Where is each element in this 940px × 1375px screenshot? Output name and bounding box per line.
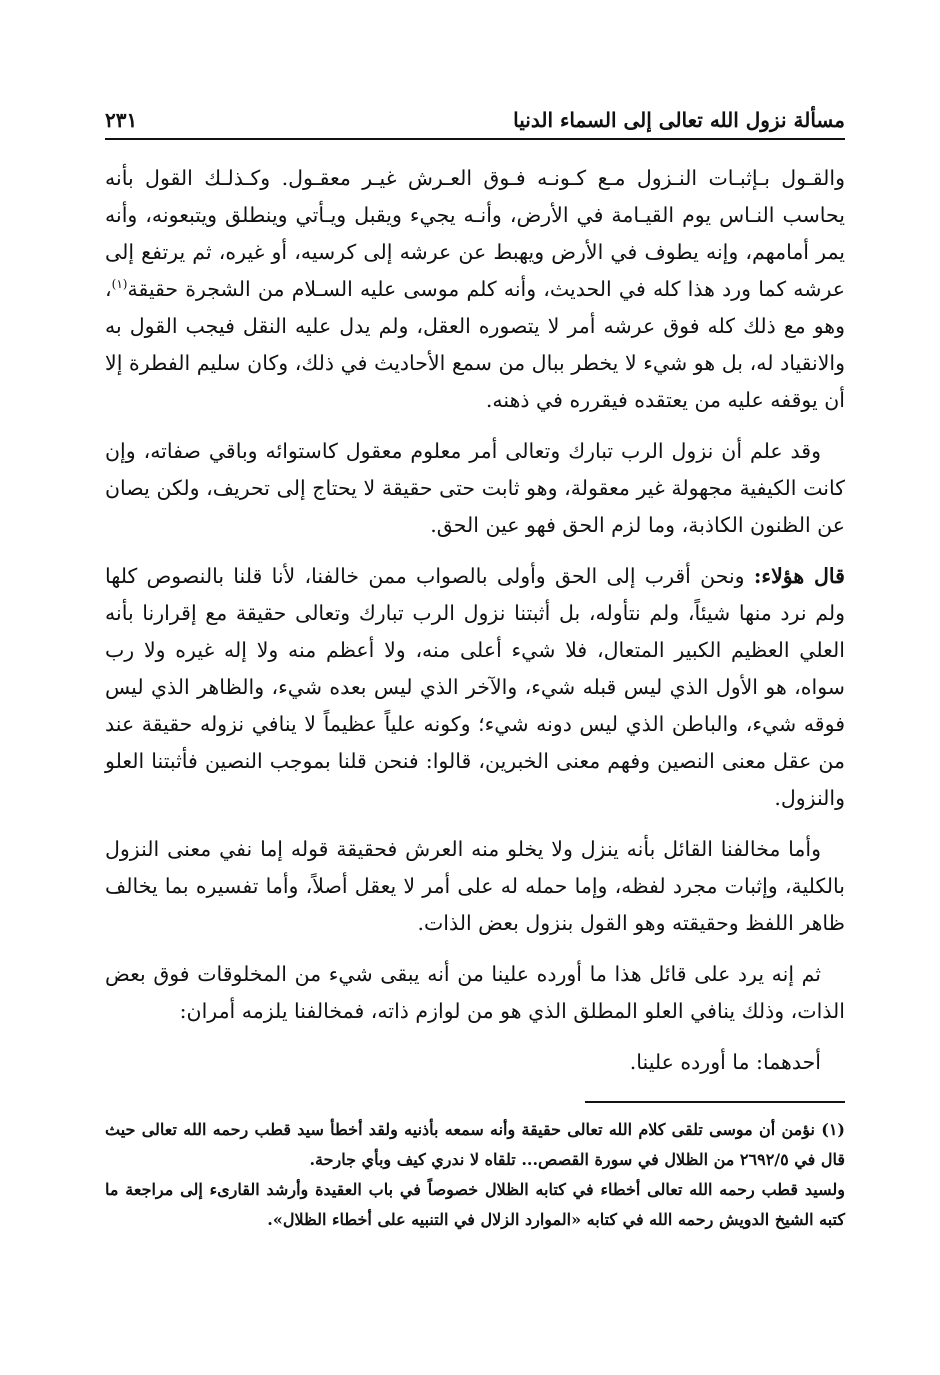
paragraph-1: والقـول بـإثبـات النـزول مـع كـونـه فـوق العـرش غيـر معقـول. وكـذلـك القول بأنه يحاسب النـاس يوم القيـامة في الأرض، وأنـه يجيء ويقبل ويـأتي وينطلق ويتبعونه، وأنه يمر أمامهم، وإنه يطوف في الأرض ويهبط عن عرشه إلى كرسيه، أو غيره، ثم يرتفع إلى عرشه كما ورد هذا كله في الحديث، وأنه كلم موسى عليه السـلام من الشجرة حقيقة$^{(١)}$، وهو مع ذلك كله فوق عرشه أمر لا يتصوره العقل، ولم يدل عليه النقل فيجب القول به والانقياد له، بل هو شيء لا يخطر ببال من سمع الأحاديث في ذلك، وكان سليم الفطرة إلا أن يوقفه عليه من يعتقده فيقرره في ذهنه.: [105, 166, 845, 412]
footnotes: [105, 1115, 845, 1235]
header-divider: [105, 138, 845, 140]
running-header: [105, 88, 845, 132]
page-number: ٢٣١: [105, 108, 138, 132]
header-title: مسألة نزول الله تعالى إلى السماء الدنيا: [513, 108, 845, 132]
footnote-1: (١) نؤمن أن موسى تلقى كلام الله تعالى حقيقة وأنه سمعه بأذنيه ولقد أخطأ سيد قطب رحمه الله تعالى حيث قال في ٢٦٩٢/٥ من الظلال في سورة القصص... تلقاه لا ندري كيف وبأي جارحة.: [105, 1120, 845, 1169]
paragraph-2: وقد علم أن نزول الرب تبارك وتعالى أمر معلوم معقول كاستوائه وباقي صفاته، وإن كانت الكيفية مجهولة غير معقولة، وهو ثابت حتى حقيقة لا يحتاج إلى تحريف، ولكن يصان عن الظنون الكاذبة، وما لزم الحق فهو عين الحق.: [105, 439, 845, 537]
paragraph-4: وأما مخالفنا القائل بأنه ينزل ولا يخلو منه العرش فحقيقة قوله إما نفي معنى النزول بالكلية، وإثبات مجرد لفظه، وإما حمله له على أمر لا يعقل أصلاً، وأما تفسيره بما يخالف ظاهر اللفظ وحقيقته وهو القول بنزول بعض الذات.: [105, 837, 845, 935]
paragraph-3: قال هؤلاء: ونحن أقرب إلى الحق وأولى بالصواب ممن خالفنا، لأنا قلنا بالنصوص كلها ولم نرد منها شيئاً، ولم نتأوله، بل أثبتنا نزول الرب تبارك وتعالى حقيقة مع إقرارنا بأنه العلي العظيم الكبير المتعال، فلا شيء أعلى منه، ولا أعظم منه ولا إله غيره ولا رب سواه، هو الأول الذي ليس قبله شيء، والآخر الذي ليس بعده شيء، والظاهر الذي ليس فوقه شيء، والباطن الذي ليس دونه شيء؛ وكونه علياً عظيماً لا ينافي نزوله حقيقة عند من عقل معنى النصين وفهم معنى الخبرين، قالوا: فنحن قلنا بموجب النصين فأثبتنا العلو والنزول.: [105, 564, 845, 810]
main-text: [105, 160, 845, 1081]
paragraph-5: ثم إنه يرد على قائل هذا ما أورده علينا من أنه يبقى شيء من المخلوقات فوق بعض الذات، وذلك ينافي العلو المطلق الذي هو من لوازم ذاته، فمخالفنا يلزمه أمران:: [105, 962, 845, 1023]
paragraph-6: أحدهما: ما أورده علينا.: [629, 1050, 821, 1074]
speaker-lead: قال هؤلاء:: [753, 564, 845, 588]
footnote-1-continued: ولسيد قطب رحمه الله تعالى أخطاء في كتابه الظلال خصوصاً في باب العقيدة وأرشد القارىء إلى مراجعة ما كتبه الشيخ الدويش رحمه الله في كتابه «الموارد الزلال في التنبيه على أخطاء الظلال».: [105, 1180, 846, 1229]
book-page: [105, 88, 845, 1235]
footnote-divider: [585, 1101, 845, 1103]
footnote-marker[interactable]: (١): [111, 277, 128, 292]
